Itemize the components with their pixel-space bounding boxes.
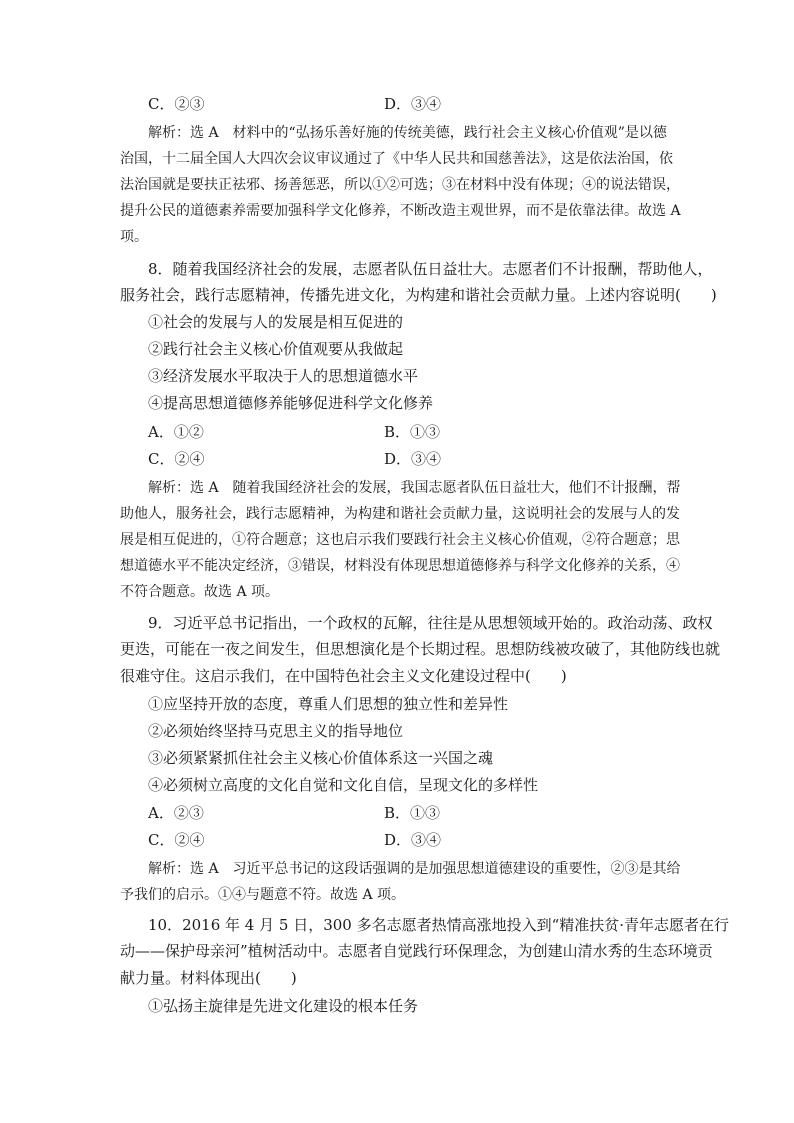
q8-statement: ④提高思想道德修养能够促进科学文化修养 — [148, 394, 434, 412]
q9-stem-line: 更迭，可能在一夜之间发生，但思想演化是个长期过程。思想防线被攻破了，其他防线也就 — [120, 640, 721, 658]
q9-option-c: C．②④ — [148, 831, 205, 849]
q7-option-c: C．②③ — [148, 95, 205, 113]
q9-statement: ①应坚持开放的态度，尊重人们思想的独立性和差异性 — [148, 695, 509, 713]
q9-statement: ②必须始终坚持马克思主义的指导地位 — [148, 722, 404, 740]
q10-statement: ①弘扬主旋律是先进文化建设的根本任务 — [148, 997, 419, 1015]
q7-explanation-line: 提升公民的道德素养需要加强科学文化修养，不断改造主观世界，而不是依靠法律。故选 A — [120, 203, 681, 219]
q10-stem-line: 动——保护母亲河”植树活动中。志愿者自觉践行环保理念，为创建山清水秀的生态环境贡 — [120, 942, 713, 960]
q8-explanation-line: 展是相互促进的，①符合题意；这也启示我们要践行社会主义核心价值观，②符合题意；思 — [120, 532, 680, 548]
q9-option-a: A．②③ — [148, 804, 204, 822]
q7-explanation-line: 项。 — [120, 229, 148, 245]
q8-explanation-line: 想道德水平不能决定经济，③错误，材料没有体现思想道德修养与科学文化修养的关系，④ — [120, 558, 680, 574]
q8-explanation-line: 解析：选 A 随着我国经济社会的发展，我国志愿者队伍日益壮大，他们不计报酬，帮 — [148, 480, 681, 496]
q8-stem-line: 8．随着我国经济社会的发展，志愿者队伍日益壮大。志愿者们不计报酬，帮助他人， — [148, 260, 713, 278]
q9-statement: ④必须树立高度的文化自觉和文化自信，呈现文化的多样性 — [148, 776, 539, 794]
q7-explanation-line: 解析：选 A 材料中的“弘扬乐善好施的传统美德，践行社会主义核心价值观”是以德 — [148, 125, 667, 141]
q8-explanation-line: 不符合题意。故选 A 项。 — [120, 584, 280, 600]
q9-option-d: D．③④ — [384, 831, 442, 849]
q8-explanation-line: 助他人，服务社会，践行志愿精神，为构建和谐社会贡献力量，这说明社会的发展与人的发 — [120, 506, 680, 522]
q8-statement: ①社会的发展与人的发展是相互促进的 — [148, 313, 404, 331]
q8-option-d: D．③④ — [384, 450, 442, 468]
q7-option-d: D．③④ — [384, 95, 442, 113]
q10-stem-line: 献力量。材料体现出( ) — [120, 969, 297, 987]
q7-explanation-line: 治国，十二届全国人大四次会议审议通过了《中华人民共和国慈善法》，这是依法治国，依 — [120, 151, 673, 167]
q9-statement: ③必须紧紧抓住社会主义核心价值体系这一兴国之魂 — [148, 749, 494, 767]
q8-option-a: A．①② — [148, 423, 204, 441]
q8-stem-line: 服务社会，践行志愿精神，传播先进文化，为构建和谐社会贡献力量。上述内容说明( ) — [120, 286, 717, 304]
q8-statement: ②践行社会主义核心价值观要从我做起 — [148, 340, 404, 358]
q9-explanation-line: 予我们的启示。①④与题意不符。故选 A 项。 — [120, 887, 406, 903]
q8-statement: ③经济发展水平取决于人的思想道德水平 — [148, 367, 419, 385]
q8-option-b: B．①③ — [384, 423, 441, 441]
q9-stem-line: 很难守住。这启示我们，在中国特色社会主义文化建设过程中( ) — [120, 667, 567, 685]
q10-stem-line: 10．2016 年 4 月 5 日，300 多名志愿者热情高涨地投入到“精准扶贫·青年志愿者在行 — [148, 916, 730, 934]
q8-option-c: C．②④ — [148, 450, 205, 468]
q9-stem-line: 9．习近平总书记指出，一个政权的瓦解，往往是从思想领域开始的。政治动荡、政权 — [148, 614, 713, 632]
q9-explanation-line: 解析：选 A 习近平总书记的这段话强调的是加强思想道德建设的重要性，②③是其给 — [148, 861, 681, 877]
q7-explanation-line: 法治国就是要扶正祛邪、扬善惩恶，所以①②可选；③在材料中没有体现；④的说法错误， — [120, 177, 680, 193]
q9-option-b: B．①③ — [384, 804, 441, 822]
